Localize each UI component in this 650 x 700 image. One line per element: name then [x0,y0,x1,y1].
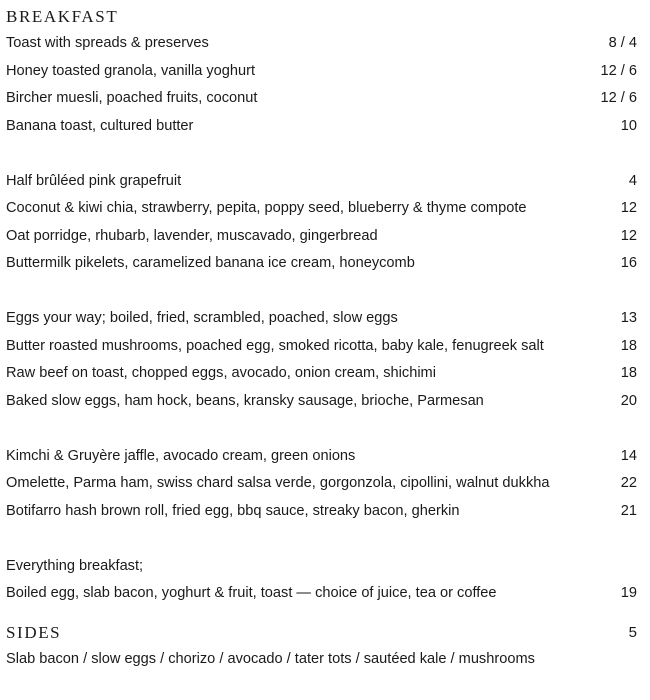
breakfast-list [6,30,637,608]
sides-items-row [6,646,637,674]
group-spacer [6,525,637,553]
menu-item-row [6,360,637,388]
group-spacer [6,415,637,443]
menu-item-row [6,333,637,361]
menu-item-row [6,85,637,113]
menu-item-row [6,305,637,333]
sides-items: Slab bacon / slow eggs / chorizo / avocado / tater tots / sautéed kale / mushrooms [6,650,535,667]
menu-item-row [6,388,637,416]
breakfast-title: BREAKFAST [6,7,119,26]
menu-item-row [6,113,637,141]
menu-item-price: 10 [620,117,637,134]
menu-item-name: Raw beef on toast, chopped eggs, avocado, onion cream, shichimi [6,365,436,381]
menu-item-name: Botifarro hash brown roll, fried egg, bbq sauce, streaky bacon, gherkin [6,502,460,519]
menu-item-name: Honey toasted granola, vanilla yoghurt [6,62,256,79]
menu-item-name: Half brûléed pink grapefruit [6,172,182,189]
menu-item-price: 12 [620,227,637,244]
menu-item-price: 13 [620,310,637,326]
menu-item-price: 18 [620,365,637,381]
menu-item-row [6,250,637,278]
menu-item-price: 22 [620,475,637,491]
menu-item-name: Kimchi & Gruyère jaffle, avocado cream, green onions [6,447,356,464]
sides-title: SIDES [6,622,62,642]
menu-item-name: Oat porridge, rhubarb, lavender, muscavado, gingerbread [6,227,378,244]
menu [6,0,637,673]
menu-item-name: Eggs your way; boiled, fried, scrambled, poached, slow eggs [6,310,398,326]
menu-item-name: Omelette, Parma ham, swiss chard salsa verde, gorgonzola, cipollini, walnut dukkha [6,475,550,491]
menu-item-price: 16 [620,255,637,271]
menu-item-name: Buttermilk pikelets, caramelized banana ice cream, honeycomb [6,255,415,271]
sides-price: 5 [628,623,637,641]
menu-item-price: 8 / 4 [608,35,637,51]
menu-item-price: 4 [628,172,637,189]
menu-item-price: 14 [620,447,637,464]
menu-item-name: Boiled egg, slab bacon, yoghurt & fruit, toast — choice of juice, tea or coffee [6,585,497,601]
menu-item-price: 18 [620,337,637,354]
menu-item-price: 12 [620,200,637,216]
menu-item-row [6,443,637,471]
group-spacer [6,278,637,306]
menu-item-price: 20 [620,392,637,409]
menu-item-row [6,30,637,58]
menu-item-name: Everything breakfast; [6,557,144,574]
menu-item-price: 12 / 6 [600,90,637,106]
menu-item-row [6,195,637,223]
menu-item-row [6,168,637,196]
menu-item-name: Coconut & kiwi chia, strawberry, pepita, poppy seed, blueberry & thyme compote [6,200,527,216]
group-spacer [6,140,637,168]
menu-item-name: Bircher muesli, poached fruits, coconut [6,90,258,106]
menu-item-price: 19 [620,585,637,601]
menu-item-price: 21 [620,502,637,519]
menu-item-row [6,58,637,86]
menu-item-row [6,553,637,581]
menu-item-row [6,580,637,608]
menu-item-row [6,470,637,498]
menu-item-name: Baked slow eggs, ham hock, beans, kransky sausage, brioche, Parmesan [6,392,484,409]
breakfast-heading [6,0,637,30]
menu-item-name: Banana toast, cultured butter [6,117,194,134]
sides-heading [6,616,637,646]
menu-item-row [6,498,637,526]
menu-item-row [6,223,637,251]
menu-item-name: Butter roasted mushrooms, poached egg, smoked ricotta, baby kale, fenugreek salt [6,337,544,354]
menu-item-price: 12 / 6 [600,62,637,79]
menu-item-name: Toast with spreads & preserves [6,35,209,51]
